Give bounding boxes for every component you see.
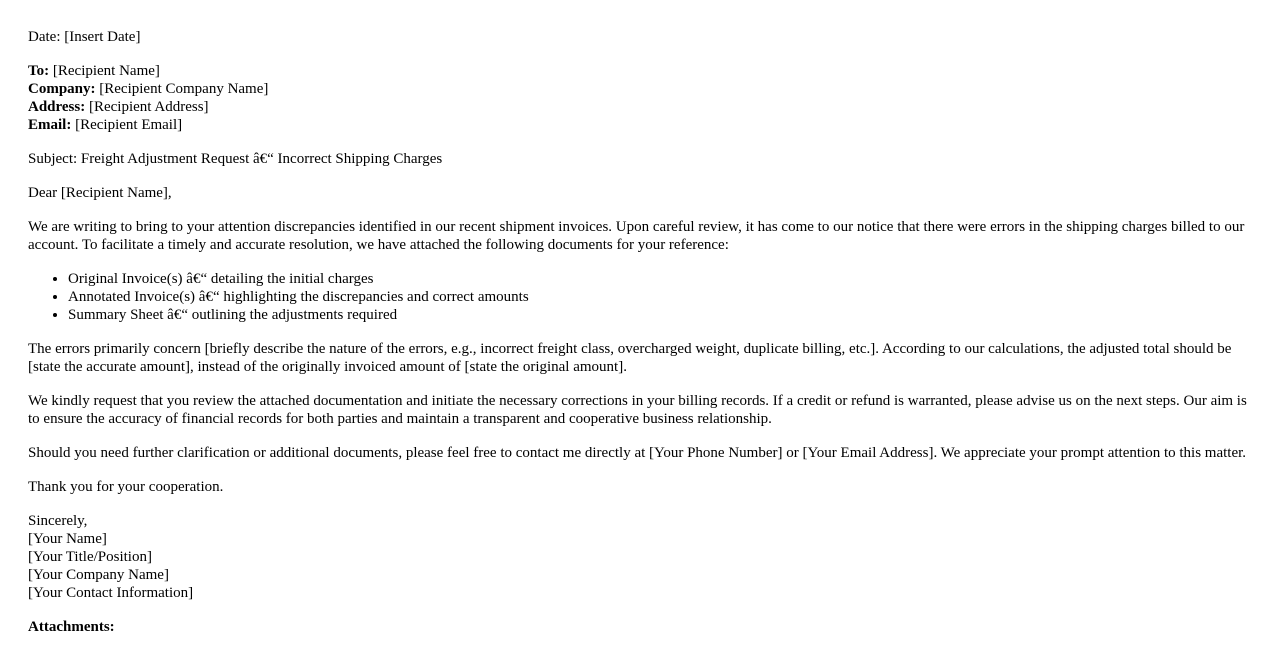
closing: Sincerely, bbox=[28, 513, 88, 529]
address-value: [Recipient Address] bbox=[85, 99, 209, 115]
list-item: • Annotated Invoice(s) â€“ highlighting the discrepancies and correct amounts bbox=[68, 288, 1250, 306]
thanks-line: Thank you for your cooperation. bbox=[28, 479, 224, 495]
signer-name: [Your Name] bbox=[28, 531, 107, 547]
company-value: [Recipient Company Name] bbox=[95, 81, 269, 97]
address-label: Address: bbox=[28, 99, 86, 115]
recipient-email bbox=[28, 116, 1250, 134]
email-value: [Recipient Email] bbox=[71, 117, 183, 133]
signature-block bbox=[28, 512, 1250, 602]
request-paragraph: We kindly request that you review the attached documentation and initiate the necessary corrections in your billing records. If a credit or refund is warranted, please advise us on the next steps. Our aim is to ensure the accuracy of financial records for both parties and maintain a transparent and cooperative business relationship. bbox=[28, 393, 1247, 427]
recipient-block bbox=[28, 62, 1250, 134]
signer-contact: [Your Contact Information] bbox=[28, 585, 194, 601]
attachments-heading: Attachments: bbox=[28, 619, 115, 635]
date-line: Date: [Insert Date] bbox=[28, 29, 141, 45]
to-label: To: bbox=[28, 63, 50, 79]
letter-document bbox=[28, 28, 1250, 636]
list-item: • Summary Sheet â€“ outlining the adjustments required bbox=[68, 306, 1250, 324]
recipient-company bbox=[28, 80, 1250, 98]
signer-company: [Your Company Name] bbox=[28, 567, 169, 583]
company-label: Company: bbox=[28, 81, 96, 97]
to-value: [Recipient Name] bbox=[49, 63, 160, 79]
salutation: Dear [Recipient Name], bbox=[28, 185, 172, 201]
errors-paragraph: The errors primarily concern [briefly describe the nature of the errors, e.g., incorrect freight class, overcharged weight, duplicate billing, etc.]. According to our calculations, the adjusted total should be [state the accurate amount], instead of the originally invoiced amount of [state the original amount]. bbox=[28, 341, 1232, 375]
intro-paragraph: We are writing to bring to your attention discrepancies identified in our recent shipment invoices. Upon careful review, it has come to our notice that there were errors in the shipping charges billed to our account. To facilitate a timely and accurate resolution, we have attached the following documents for your reference: bbox=[28, 219, 1245, 253]
recipient-to bbox=[28, 62, 1250, 80]
email-label: Email: bbox=[28, 117, 72, 133]
documents-list bbox=[28, 270, 1250, 324]
subject-line: Subject: Freight Adjustment Request â€“ Incorrect Shipping Charges bbox=[28, 151, 443, 167]
recipient-address bbox=[28, 98, 1250, 116]
list-item: • Original Invoice(s) â€“ detailing the initial charges bbox=[68, 270, 1250, 288]
signer-title: [Your Title/Position] bbox=[28, 549, 152, 565]
contact-paragraph: Should you need further clarification or additional documents, please feel free to contact me directly at [Your Phone Number] or [Your Email Address]. We appreciate your prompt attention to this matter. bbox=[28, 445, 1247, 461]
